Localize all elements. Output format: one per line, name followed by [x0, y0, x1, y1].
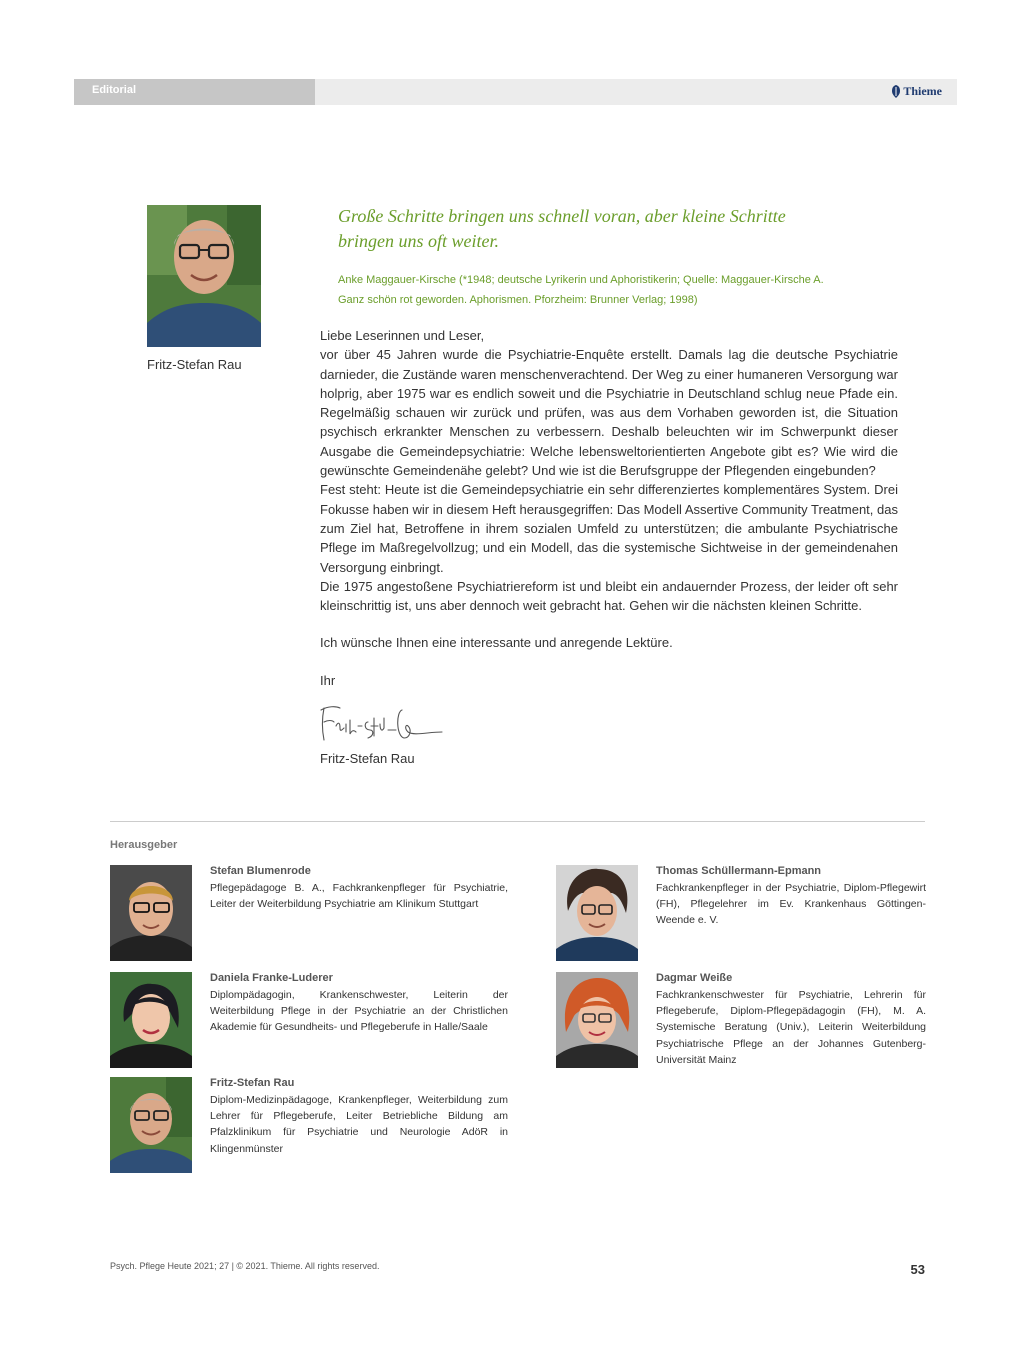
editor-photo — [110, 972, 192, 1068]
editorial-body — [320, 326, 898, 615]
editor-name: Fritz-Stefan Rau — [210, 1077, 295, 1089]
author-portrait — [147, 205, 261, 347]
closing-line: Ihr — [320, 673, 336, 688]
editor-photo — [110, 1077, 192, 1173]
page-number: 53 — [910, 1262, 925, 1277]
editor-description: Diplompädagogin, Krankenschwester, Leiterin der Weiterbildung Pflege in der Psychiatrie an der Christlichen Akademie für Gesundheits- und Pflegeberufe in Halle/Saale — [210, 989, 508, 1034]
paragraph-1: vor über 45 Jahren wurde die Psychiatrie-Enquête erstellt. Damals lag die deutsche Psychiatrie darnieder, die Zustände waren menschenverachtend. Der Weg zu einer humaneren Versorgung war holprig, aber 1975 war es endlich soweit und die Psychiatrie in Deutschland schlug neue Pfade ein. Regelmäßig schauen wir zurück und prüfen, was aus dem Vorhaben geworden ist, die Situation psychisch erkrankter Menschen zu verbessern. Deshalb beleuchten wir im Schwerpunkt dieser Ausgabe die Gemeindepsychiatrie: Welche lebensweltorientierten Angebote gibt es? Wie wird die gewünschte Gemeindenähe gelebt? Und wie ist die Berufsgruppe der Pflegenden eingebunden? — [320, 347, 898, 479]
quote-source — [338, 270, 898, 310]
header-bar — [74, 79, 957, 105]
paragraph-3: Die 1975 angestoßene Psychiatriereform ist und bleibt ein andauernder Prozess, der leider oft sehr kleinschrittig ist, uns aber dennoch weit gebracht hat. Gehen wir die nächsten kleinen Schritte. — [320, 578, 898, 614]
publisher-logo[interactable] — [891, 84, 942, 99]
author-caption: Fritz-Stefan Rau — [147, 357, 242, 372]
section-label: Editorial — [92, 84, 137, 96]
editor-name: Stefan Blumenrode — [210, 865, 311, 877]
editor-name: Dagmar Weiße — [656, 972, 733, 984]
thieme-logo-icon — [891, 85, 901, 98]
salutation: Liebe Leserinnen und Leser, — [320, 328, 485, 343]
publisher-name: Thieme — [903, 84, 942, 98]
editor-card — [110, 972, 510, 1070]
wish-line: Ich wünsche Ihnen eine interessante und anregende Lektüre. — [320, 635, 673, 650]
section-divider — [110, 821, 925, 822]
editor-description: Fachkrankenschwester für Psychiatrie, Lehrerin für Pflegeberufe, Diplom-Pflegepädagogin (FH), M. A. Systemische Beratung (Univ.), Leiterin Weiterbildung Psychiatrische Pflege an der Johannes Gutenberg-Universität Mainz — [656, 989, 926, 1066]
quote-line-1: Große Schritte bringen uns schnell voran, aber kleine Schritte — [338, 206, 786, 226]
editor-description: Fachkrankenpfleger in der Psychiatrie, Diplom-Pflegewirt (FH), Pflegelehrer im Ev. Krankenhaus Göttingen-Weende e. V. — [656, 882, 926, 927]
editor-card — [556, 972, 926, 1070]
editor-photo — [110, 865, 192, 961]
quote-source-line-2: Ganz schön rot geworden. Aphorismen. Pforzheim: Brunner Verlag; 1998) — [338, 294, 698, 306]
editor-description: Diplom-Medizinpädagoge, Krankenpfleger, Weiterbildung zum Lehrer für Pflegeberufe, Leiter Betriebliche Bildung am Pfalzklinikum für Psychiatrie und Neurologie AdöR in Klingenmünster — [210, 1094, 508, 1155]
quote-line-2: bringen uns oft weiter. — [338, 231, 499, 251]
editor-photo — [556, 865, 638, 961]
editor-name: Daniela Franke-Luderer — [210, 972, 333, 984]
editor-description: Pflegepädagoge B. A., Fachkrankenpfleger für Psychiatrie, Leiter der Weiterbildung Psychiatrie am Klinikum Stuttgart — [210, 882, 508, 911]
editor-card — [110, 865, 510, 962]
section-label-box — [74, 79, 315, 105]
quote-source-line-1: Anke Maggauer-Kirsche (*1948; deutsche Lyrikerin und Aphoristikerin; Quelle: Maggauer-Kirsche A. — [338, 274, 824, 286]
editor-name: Thomas Schüllermann-Epmann — [656, 865, 822, 877]
editor-card — [556, 865, 926, 962]
epigraph-quote — [338, 204, 898, 254]
signature-name: Fritz-Stefan Rau — [320, 751, 415, 766]
editor-card — [110, 1077, 510, 1175]
handwritten-signature — [318, 700, 448, 744]
citation-footer: Psych. Pflege Heute 2021; 27 | © 2021. Thieme. All rights reserved. — [110, 1261, 380, 1271]
editor-photo — [556, 972, 638, 1068]
paragraph-2: Fest steht: Heute ist die Gemeindepsychiatrie ein sehr differenziertes komplementäres System. Drei Fokusse haben wir in diesem Heft herausgegriffen: Das Modell Assertive Community Treatment, das zum Ziel hat, Betroffene in ihrem sozialen Umfeld zu unterstützen; die ambulante Psychiatrische Pflege im Maßregelvollzug; und ein Modell, das die systemische Sichtweise in der gemeindenahen Versorgung einbringt. — [320, 482, 898, 575]
editors-heading: Herausgeber — [110, 839, 178, 851]
